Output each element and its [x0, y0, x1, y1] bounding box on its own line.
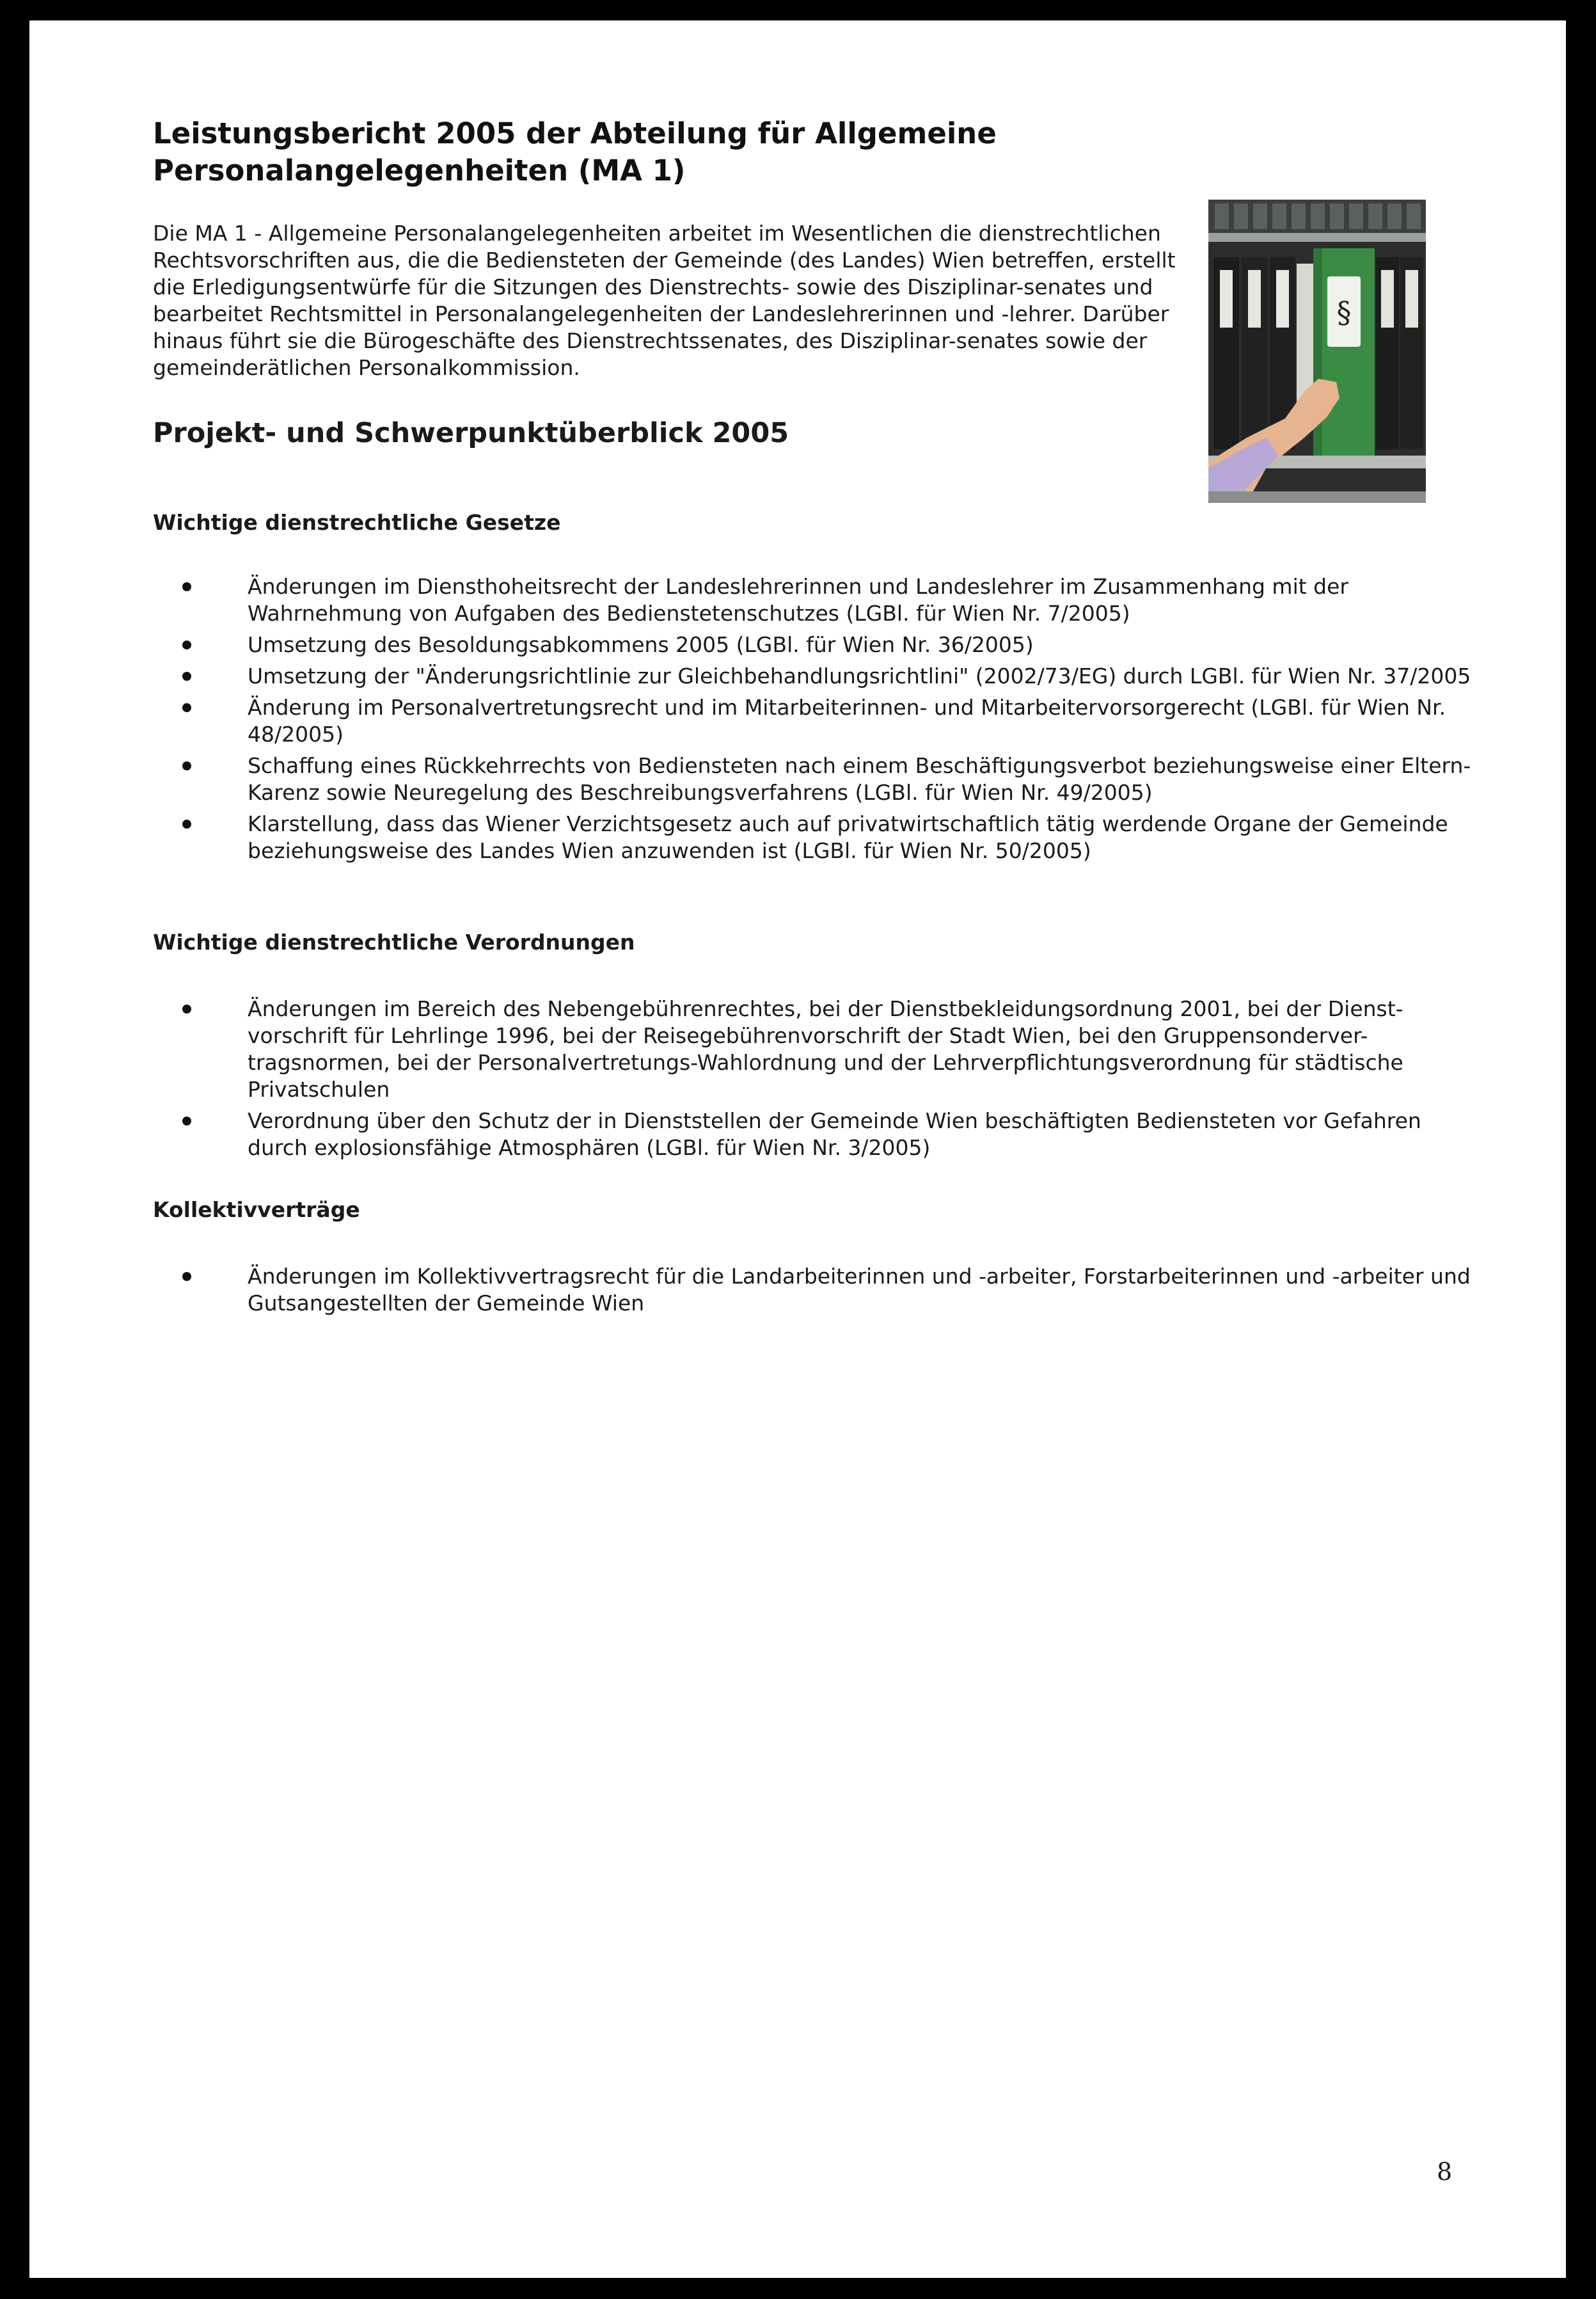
subheading-kollektivvertraege: Kollektivverträge [153, 1197, 360, 1222]
list-item: Umsetzung des Besoldungsabkommens 2005 (LGBl. für Wien Nr. 36/2005) [153, 632, 1483, 658]
binder-photo-image [1208, 200, 1426, 503]
bullet-icon [182, 820, 191, 829]
bullet-icon [182, 1005, 191, 1014]
subheading-gesetze: Wichtige dienstrechtliche Gesetze [153, 510, 561, 535]
binder-photo [1208, 200, 1426, 503]
section-heading: Projekt- und Schwerpunktüberblick 2005 [153, 417, 789, 449]
list-item: Klarstellung, dass das Wiener Verzichtsgesetz auch auf privatwirtschaftlich tätig werdende Organe der Gemeinde beziehungsweise des Landes Wien anzuwenden ist (LGBl. für Wien Nr. 50/2005) [153, 811, 1483, 864]
list-kollektivvertraege [153, 1263, 1483, 1321]
bullet-icon [182, 703, 191, 712]
list-verordnungen [153, 996, 1483, 1166]
bullet-icon [182, 582, 191, 591]
page-title: Leistungsbericht 2005 der Abteilung für Allgemeine Personalangelegenheiten (MA 1) [153, 116, 997, 187]
svg-text:§: § [1336, 295, 1352, 330]
intro-paragraph: Die MA 1 - Allgemeine Personalangelegenheiten arbeitet im Wesentlichen die dienstrechtlichen Rechtsvorschriften aus, die die Bediensteten der Gemeinde (des Landes) Wien betreffen, erstellt die Erledigungsentwürfe für die Sitzungen des Dienstrechts- sowie des Disziplinar-senates und bearbeitet Rechtsmittel in Personalangelegenheiten der Landeslehrerinnen und -lehrer. Darüber hinaus führt sie die Bürogeschäfte des Dienstrechtssenates, des Disziplinar-senates sowie der gemeinderätlichen Personalkommission. [153, 221, 1176, 380]
bullet-icon [182, 672, 191, 681]
bullet-icon [182, 1272, 191, 1281]
list-item: Schaffung eines Rückkehrrechts von Bediensteten nach einem Beschäftigungsverbot beziehungsweise einer Eltern-Karenz sowie Neuregelung des Beschreibungsverfahrens (LGBl. für Wien Nr. 49/2005) [153, 752, 1483, 806]
list-item: Änderungen im Kollektivvertragsrecht für die Landarbeiterinnen und -arbeiter, Forstarbeiterinnen und -arbeiter und Gutsangestellten der Gemeinde Wien [153, 1263, 1483, 1317]
list-gesetze [153, 573, 1483, 869]
list-item: Änderung im Personalvertretungsrecht und im Mitarbeiterinnen- und Mitarbeitervorsorgerecht (LGBl. für Wien Nr. 48/2005) [153, 694, 1483, 748]
bullet-icon [182, 640, 191, 649]
list-item: Änderungen im Diensthoheitsrecht der Landeslehrerinnen und Landeslehrer im Zusammenhang mit der Wahrnehmung von Aufgaben des Bedienstetenschutzes (LGBl. für Wien Nr. 7/2005) [153, 573, 1483, 627]
document-page [29, 20, 1566, 2278]
subheading-verordnungen: Wichtige dienstrechtliche Verordnungen [153, 930, 635, 955]
bullet-icon [182, 1117, 191, 1126]
list-item: Änderungen im Bereich des Nebengebührenrechtes, bei der Dienstbekleidungsordnung 2001, bei der Dienst-vorschrift für Lehrlinge 1996, bei der Reisegebührenvorschrift der Stadt Wien, bei den Gruppensonderver-tragsnormen, bei der Personalvertretungs-Wahlordnung und der Lehrverpflichtungsverordnung für städtische Privatschulen [153, 996, 1483, 1103]
bullet-icon [182, 761, 191, 770]
list-item: Verordnung über den Schutz der in Dienststellen der Gemeinde Wien beschäftigten Bediensteten vor Gefahren durch explosionsfähige Atmosphären (LGBl. für Wien Nr. 3/2005) [153, 1108, 1483, 1161]
list-item: Umsetzung der "Änderungsrichtlinie zur Gleichbehandlungsrichtlini" (2002/73/EG) durch LGBl. für Wien Nr. 37/2005 [153, 663, 1483, 690]
page-number: 8 [1437, 2158, 1453, 2186]
